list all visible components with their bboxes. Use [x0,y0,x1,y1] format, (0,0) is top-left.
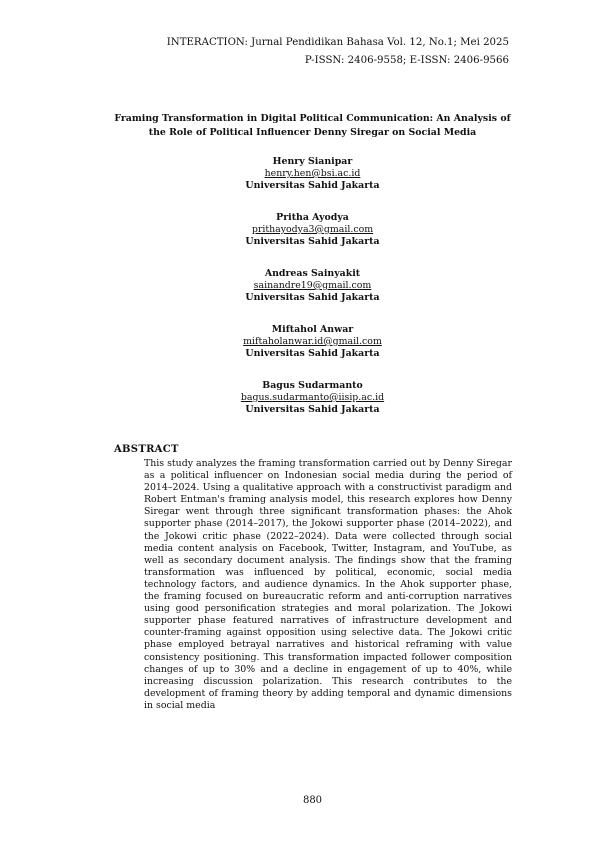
author-email-link[interactable]: bagus.sudarmanto@iisip.ac.id [240,392,385,403]
abstract-body: This study analyzes the framing transformation carried out by Denny Siregar as a political influencer on Indonesian social media during the period of 2014–2024. Using a qualitative approach with a constructivist paradigm and Robert Entman's framing analysis model, this research explores how Denny Siregar went through three significant transformation phases: the Ahok supporter phase (2014–2017), the Jokowi supporter phase (2014–2022), and the Jokowi critic phase (2022–2024). Data were collected through social media content analysis on Facebook, Twitter, Instagram, and YouTube, as well as secondary document analysis. The findings show that the framing transformation was influenced by political, economic, social media technology factors, and audience dynamics. In the Ahok supporter phase, the framing focused on bureaucratic reform and anti-corruption narratives using good personification strategies and moral polarization. The Jokowi supporter phase featured narratives of infrastructure development and counter-framing against opposition using selective data. The Jokowi critic phase employed betrayal narratives and historical reframing with value consistency positioning. This transformation impacted follower composition changes of up to 30% and a decline in engagement of up to 40%, while increasing discussion polarization. This research contributes to the development of framing theory by adding temporal and dynamic dimensions in social media [144,458,512,711]
author-block [120,212,505,268]
journal-header [167,34,509,70]
author-affiliation: Universitas Sahid Jakarta [245,292,380,303]
author-list [120,156,505,436]
author-email-link[interactable]: prithayodya3@gmail.com [251,224,374,235]
journal-issn: P-ISSN: 2406-9558; E-ISSN: 2406-9566 [304,55,509,66]
paper-title-line-2: the Role of Political Influencer Denny Siregar on Social Media [148,127,477,138]
author-affiliation: Universitas Sahid Jakarta [245,348,380,359]
journal-citation: INTERACTION: Jurnal Pendidikan Bahasa Vol. 12, No.1; Mei 2025 [166,37,509,48]
author-name: Henry Sianipar [272,156,353,167]
author-affiliation: Universitas Sahid Jakarta [245,404,380,415]
author-name: Miftahol Anwar [271,324,354,335]
author-name: Bagus Sudarmanto [262,380,363,391]
author-email-link[interactable]: sainandre19@gmail.com [253,280,372,291]
author-affiliation: Universitas Sahid Jakarta [245,180,380,191]
author-block [120,324,505,380]
author-email-link[interactable]: henry.hen@bsi.ac.id [264,168,361,179]
abstract-heading: ABSTRACT [114,444,179,455]
page-number: 880 [302,795,323,806]
author-name: Andreas Sainyakit [264,268,361,279]
author-block [120,380,505,436]
author-block [120,268,505,324]
author-block [120,156,505,212]
author-email-link[interactable]: miftaholanwar.id@gmail.com [243,336,382,347]
author-affiliation: Universitas Sahid Jakarta [245,236,380,247]
paper-title [100,112,525,140]
author-name: Pritha Ayodya [276,212,349,223]
paper-title-line-1: Framing Transformation in Digital Political Communication: An Analysis of [114,113,511,124]
